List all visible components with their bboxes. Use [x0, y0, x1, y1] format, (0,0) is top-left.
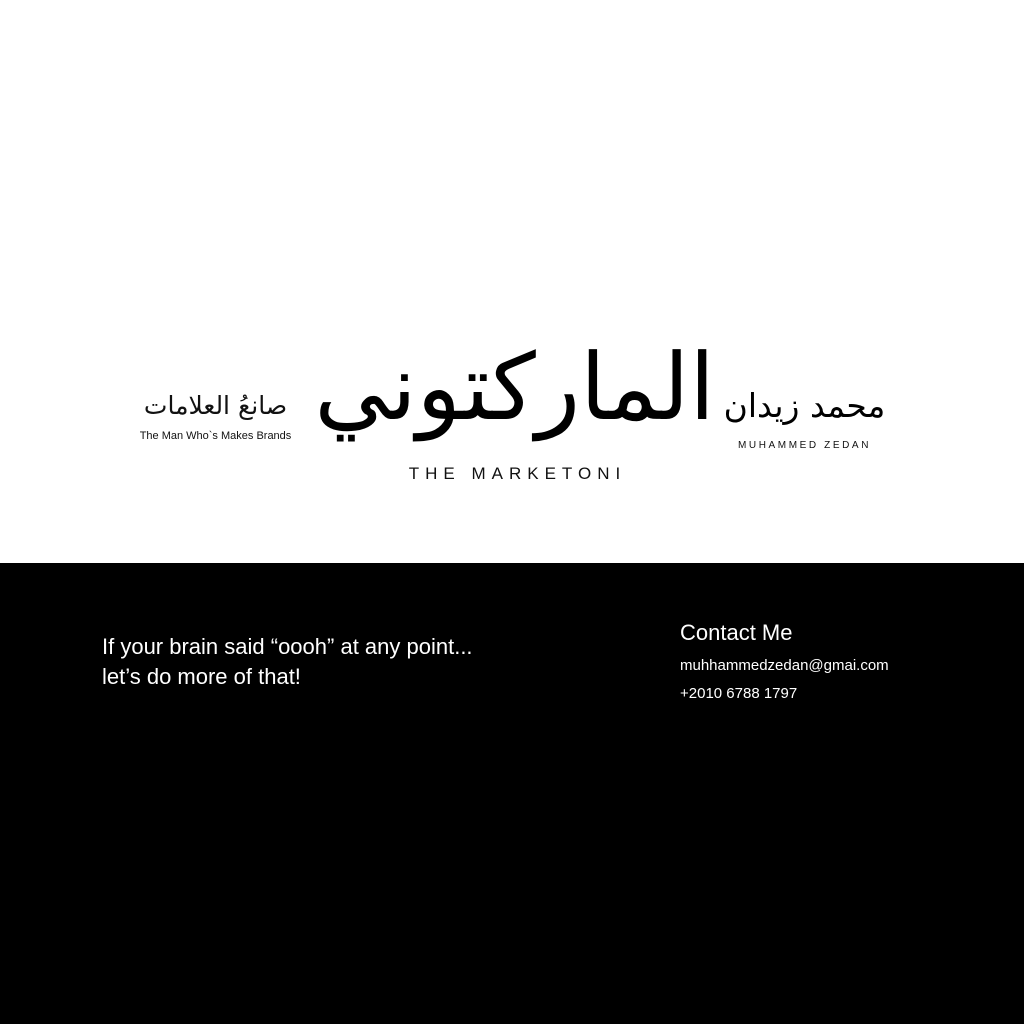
logo-wordmark: THE MARKETONI [408, 464, 627, 483]
tagline-english: The Man Who`s Makes Brands [139, 430, 292, 442]
quote-text [102, 632, 602, 692]
main-logo [314, 318, 715, 484]
tagline-arabic-calligraphy: صانعُ العلامات [143, 391, 288, 420]
quote-line-2: let’s do more of that! [102, 664, 301, 689]
contact-block [680, 619, 980, 712]
contact-title: Contact Me [680, 620, 793, 645]
logo-arabic-calligraphy: الماركتوني [314, 334, 715, 441]
contact-phone[interactable]: +2010 6788 1797 [680, 685, 798, 702]
contact-email[interactable]: muhhammedzedan@gmai.com [680, 657, 889, 674]
name-block [712, 378, 897, 451]
name-arabic-calligraphy: محمد زيدان [723, 386, 886, 425]
info-panel [0, 563, 1024, 1024]
tagline-block [128, 388, 303, 442]
quote-line-1: If your brain said “oooh” at any point... [102, 634, 473, 659]
name-english: MUHAMMED ZEDAN [737, 440, 872, 451]
